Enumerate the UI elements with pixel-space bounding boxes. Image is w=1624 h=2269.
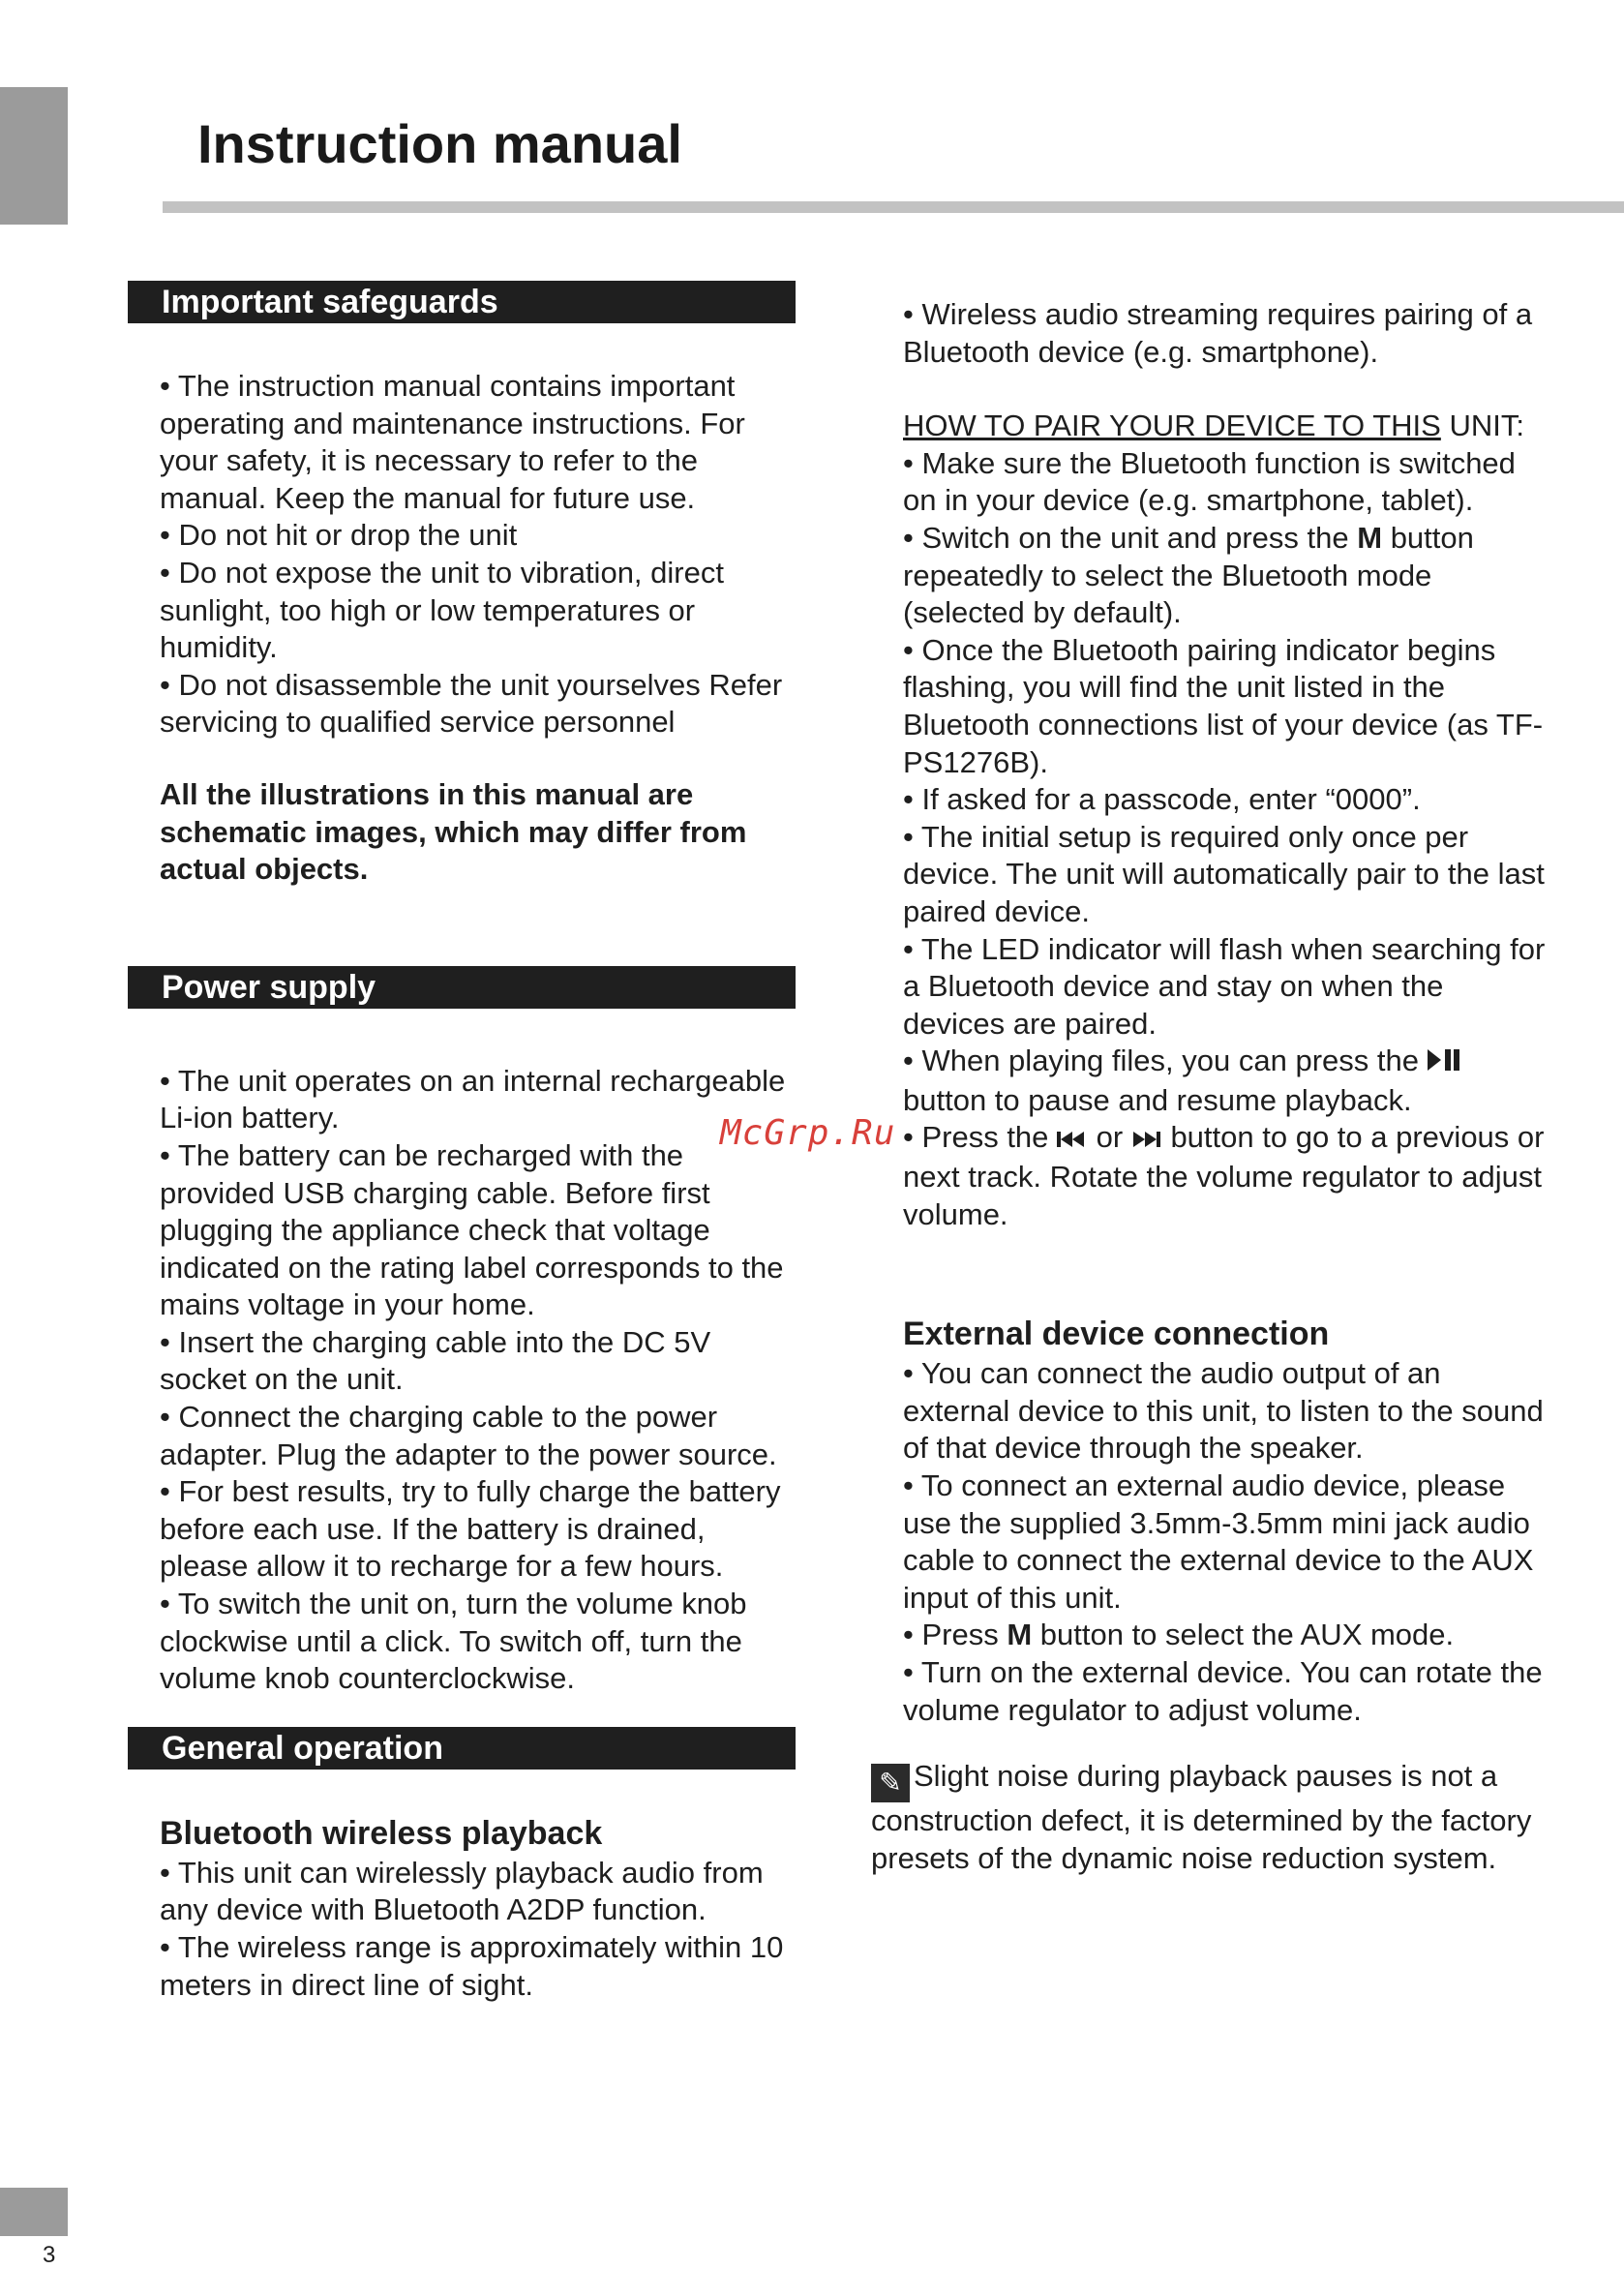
pair-step: • If asked for a passcode, enter “0000”.: [903, 782, 1421, 817]
pair-step-text: button to pause and resume playback.: [903, 1082, 1412, 1117]
pair-step: [871, 1043, 1549, 1119]
safeguard-item: • Do not disassemble the unit yourselves Refer servicing to qualified service personnel: [160, 667, 783, 740]
external-item: • You can connect the audio output of an external device to this unit, to listen to the sound of that device through the speaker.: [903, 1356, 1544, 1466]
play-pause-icon: [1428, 1044, 1462, 1082]
m-key-label: M: [1357, 520, 1383, 555]
external-item-text: button to select the AUX mode.: [1032, 1618, 1455, 1652]
power-item: • The unit operates on an internal rechargeable Li-ion battery.: [160, 1063, 786, 1135]
note-icon: ✎: [871, 1764, 910, 1802]
external-item: • Turn on the external device. You can rotate the volume regulator to adjust volume.: [903, 1655, 1543, 1727]
title-rule: [163, 201, 1624, 213]
bluetooth-item: • This unit can wirelessly playback audio from any device with Bluetooth A2DP function.: [160, 1855, 764, 1927]
pair-step-text: button repeatedly to select the Bluetooth mode (selected by default).: [903, 520, 1474, 630]
pair-step-text: button to go to a previous or next track. Rotate the volume regulator to adjust volume.: [903, 1120, 1545, 1231]
power-item: • To switch the unit on, turn the volume knob clockwise until a click. To switch off, turn the volume knob counterclockwise.: [160, 1587, 747, 1696]
pair-step-text: • Switch on the unit and press the: [903, 520, 1358, 555]
left-column: [128, 281, 796, 2004]
external-item: [871, 1617, 1549, 1654]
bluetooth-item: • Wireless audio streaming requires pairing of a Bluetooth device (e.g. smartphone).: [903, 297, 1533, 369]
watermark: McGrp.Ru: [720, 1113, 896, 1153]
section-heading-safeguards: Important safeguards: [128, 281, 796, 323]
pair-step: [871, 1119, 1549, 1233]
note-text: Slight noise during playback pauses is not a construction defect, it is determined by the factory presets of the dynamic noise reduction system.: [871, 1759, 1532, 1875]
power-item: • Insert the charging cable into the DC 5V socket on the unit.: [160, 1324, 711, 1397]
previous-track-icon: [1057, 1121, 1088, 1159]
subheading-bluetooth: Bluetooth wireless playback: [160, 1814, 603, 1852]
pair-step-text: • When playing files, you can press the: [903, 1044, 1428, 1078]
pair-heading: [871, 408, 1549, 445]
power-item: • For best results, try to fully charge the battery before each use. If the battery is drained, please allow it to recharge for a few hours.: [160, 1474, 781, 1584]
illustration-note: All the illustrations in this manual are schematic images, which may differ from actual objects.: [160, 776, 747, 887]
note-paragraph: [871, 1758, 1549, 1877]
subheading-external: External device connection: [903, 1316, 1330, 1353]
section-heading-general: General operation: [128, 1727, 796, 1770]
page-number: 3: [43, 2242, 56, 2268]
external-item: • To connect an external audio device, please use the supplied 3.5mm-3.5mm mini jack audio cable to connect the external device to the AUX input of this unit.: [903, 1468, 1534, 1615]
safeguard-item: • Do not expose the unit to vibration, direct sunlight, too high or low temperatures or humidity.: [160, 555, 724, 665]
right-column: [871, 296, 1549, 1877]
safeguard-item: • Do not hit or drop the unit: [160, 518, 518, 553]
pair-step: • Make sure the Bluetooth function is switched on in your device (e.g. smartphone, tablet).: [903, 445, 1516, 518]
pair-step: [871, 520, 1549, 632]
external-item-text: • Press: [903, 1618, 1007, 1652]
page-title: Instruction manual: [197, 113, 682, 174]
safeguard-item: • The instruction manual contains important operating and maintenance instructions. For your safety, it is necessary to refer to the manual. Keep the manual for future use.: [160, 369, 745, 515]
pair-step-text: or: [1088, 1120, 1131, 1155]
pair-step: • The initial setup is required only once per device. The unit will automatically pair to the last paired device.: [903, 819, 1545, 928]
pair-step: • Once the Bluetooth pairing indicator begins flashing, you will find the unit listed in the Bluetooth connections list of your device (as TF-PS1276B).: [903, 632, 1544, 779]
power-item: • The battery can be recharged with the provided USB charging cable. Before first plugging the appliance check that voltage indicated on the rating label corresponds to the mains voltage in your home.: [160, 1137, 784, 1322]
bluetooth-item: • The wireless range is approximately within 10 meters in direct line of sight.: [160, 1930, 784, 2002]
pair-heading-tail: UNIT:: [1440, 408, 1524, 443]
next-track-icon: [1131, 1121, 1162, 1159]
power-item: • Connect the charging cable to the power adapter. Plug the adapter to the power source.: [160, 1400, 777, 1471]
pair-heading-underlined: HOW TO PAIR YOUR DEVICE TO THIS: [903, 408, 1441, 443]
side-tab-top: [0, 87, 68, 225]
section-heading-power: Power supply: [128, 966, 796, 1009]
side-tab-bottom: [0, 2188, 68, 2236]
pair-step-text: • Press the: [903, 1120, 1058, 1155]
m-key-label: M: [1007, 1618, 1033, 1652]
pair-step: • The LED indicator will flash when searching for a Bluetooth device and stay on when the devices are paired.: [903, 931, 1546, 1041]
